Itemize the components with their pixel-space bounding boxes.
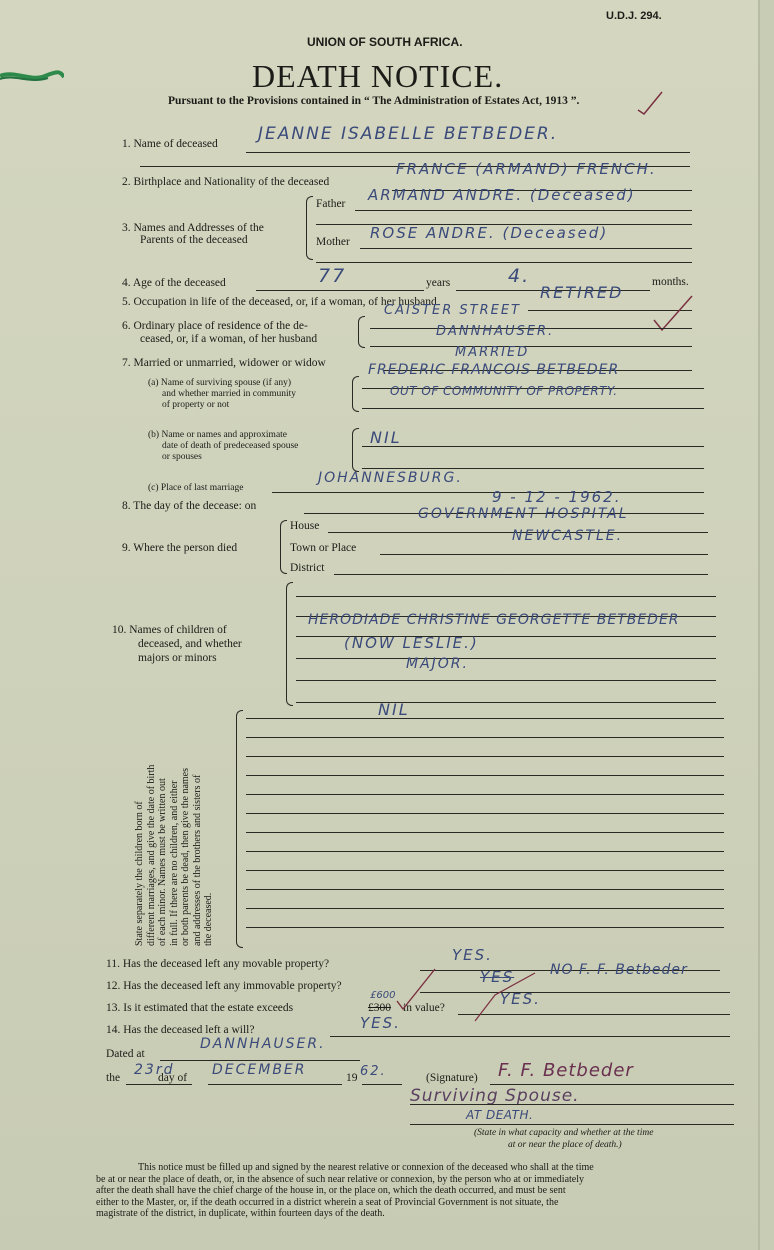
months-label: months. [652, 276, 689, 288]
side-line: of each minor. Names must be written out [157, 778, 168, 946]
ruled-line [246, 718, 724, 719]
side-line: or both parents be dead, then give the names [180, 768, 191, 946]
q8-label: 8. The day of the decease: on [122, 500, 257, 512]
spouse-name: FREDERIC FRANCOIS BETBEDER [368, 362, 620, 378]
ruled-line [246, 775, 724, 776]
country-heading: UNION OF SOUTH AFRICA. [307, 35, 463, 49]
father-name: ARMAND ANDRE. (Deceased) [368, 186, 636, 204]
capacity: Surviving Spouse. [410, 1086, 580, 1106]
q12-label: 12. Has the deceased left any immovable property? [106, 980, 342, 992]
side-line: State separately the children born of [134, 801, 145, 946]
q7b-label-3: or spouses [162, 452, 202, 462]
district-label: District [290, 562, 325, 574]
q9-label: 9. Where the person died [122, 542, 238, 554]
dated-place: DANNHAUSER. [200, 1036, 326, 1052]
capacity-instruction-1: (State in what capacity and whether at the time [474, 1128, 654, 1138]
side-instructions [134, 765, 215, 946]
q7a-label-2: and whether married in community [162, 389, 297, 399]
side-line: different marriages, and give the date of birth [145, 764, 157, 946]
footer-line: after the death shall have the chief charge of the house in, or the place on, which the death occurred, and must be sent [96, 1185, 566, 1196]
signature: F. F. Betbeder [498, 1060, 634, 1081]
q10-label-b: deceased, and whether [138, 638, 242, 650]
child-married-name: (NOW LESLIE.) [344, 634, 479, 652]
subtitle: Pursuant to the Provisions contained in “ The Administration of Estates Act, 1913 ”. [168, 95, 580, 107]
years-label: years [426, 277, 451, 289]
age-years: 77 [318, 265, 347, 287]
siblings: NIL [378, 700, 410, 719]
residence-town: DANNHAUSER. [436, 324, 555, 339]
year-prefix: 19 [346, 1072, 358, 1084]
q13-amended-amount: £600 [370, 990, 396, 1001]
immovable-property-answer: NO F. F. Betbeder [550, 962, 688, 978]
q10-label-c: majors or minors [138, 652, 217, 664]
footer-line: either to the Master, or, if the death occurred in a district wherein a seat of Provincial Government is not situate, the [96, 1196, 559, 1208]
town-label: Town or Place [290, 542, 357, 554]
movable-property-answer: YES. [452, 946, 493, 964]
footer-line: This notice must be filled up and signed by the nearest relative or connexion of the deceased who shall at the time [138, 1162, 594, 1173]
q14-label: 14. Has the deceased left a will? [106, 1024, 255, 1036]
footer-line: be at or near the place of death, or, in the absence of such near relative or connexion, by the person who at or immediately [96, 1173, 585, 1185]
side-line: in full. If there are no children, and either [168, 780, 180, 946]
estate-value-answer: YES. [500, 990, 541, 1008]
q7a-label-1: (a) Name of surviving spouse (if any) [148, 378, 291, 388]
occupation: RETIRED [540, 283, 624, 302]
day-of-label: day of [158, 1072, 188, 1084]
ruled-line [246, 851, 724, 852]
q7c-label: (c) Place of last marriage [148, 483, 244, 493]
child-status: MAJOR. [406, 656, 469, 672]
capacity-instruction-2: at or near the place of death.) [508, 1140, 622, 1150]
residence-street: CAISTER STREET [384, 303, 521, 318]
q7-label: 7. Married or unmarried, widower or widow [122, 357, 326, 369]
q2-label: 2. Birthplace and Nationality of the deceased [122, 176, 330, 188]
ruled-line [246, 908, 724, 909]
the-label: the [106, 1072, 121, 1084]
mother-label: Mother [316, 236, 350, 248]
side-line: the deceased. [203, 892, 214, 946]
father-label: Father [316, 198, 346, 210]
q6-label-a: 6. Ordinary place of residence of the de- [122, 320, 308, 332]
dated-year: 62. [360, 1064, 387, 1079]
predeceased-spouse: NIL [370, 428, 402, 447]
q13-amount: £300 [368, 1002, 391, 1014]
tick-mark-icon [395, 965, 545, 1025]
tick-mark-icon [636, 88, 666, 118]
q7b-label-1: (b) Name or names and approximate [148, 430, 288, 440]
footer-instructions [96, 1162, 746, 1220]
child-name: HERODIADE CHRISTINE GEORGETTE BETBEDER [308, 612, 680, 628]
will-answer: YES. [360, 1014, 401, 1032]
q7b-label-2: date of death of predeceased spouse [162, 441, 299, 451]
q1-label: 1. Name of deceased [122, 138, 218, 150]
death-house: GOVERNMENT HOSPITAL [418, 506, 629, 522]
q7a-label-3: of property or not [162, 400, 230, 410]
signature-label: (Signature) [426, 1072, 478, 1084]
q13-label-b: in value? [403, 1002, 445, 1014]
ruled-line [246, 794, 724, 795]
ruled-line [246, 889, 724, 890]
immovable-property-struck: YES [480, 968, 515, 986]
death-date: 9 - 12 - 1962. [492, 488, 622, 506]
q3-label-a: 3. Names and Addresses of the [122, 222, 264, 234]
ruled-line [246, 756, 724, 757]
ruled-line [246, 870, 724, 871]
ruled-line [246, 927, 724, 928]
footer-line: magistrate of the district, in duplicate, within fourteen days of the death. [96, 1208, 385, 1219]
form-code: U.D.J. 294. [606, 10, 662, 22]
age-months: 4. [508, 265, 531, 287]
q4-label: 4. Age of the deceased [122, 277, 226, 289]
mother-name: ROSE ANDRE. (Deceased) [370, 224, 609, 242]
deceased-name: JEANNE ISABELLE BETBEDER. [258, 124, 559, 144]
ruled-line [246, 737, 724, 738]
property-status: OUT OF COMMUNITY OF PROPERTY. [390, 384, 618, 398]
q5-label: 5. Occupation in life of the deceased, or, if a woman, of her husband [122, 296, 437, 308]
q11-label: 11. Has the deceased left any movable property? [106, 958, 330, 970]
tick-mark-icon [648, 290, 698, 340]
ruled-line [246, 813, 724, 814]
q3-label-b: Parents of the deceased [140, 234, 248, 246]
dated-at-label: Dated at [106, 1048, 145, 1060]
green-thread [0, 68, 64, 84]
marriage-place: JOHANNESBURG. [318, 470, 463, 486]
side-line: and addresses of the brothers and sisters of [191, 774, 203, 946]
ruled-line [246, 832, 724, 833]
marital-status: MARRIED [455, 345, 530, 360]
q10-label-a: 10. Names of children of [112, 624, 227, 636]
house-label: House [290, 520, 320, 532]
dated-month: DECEMBER [212, 1062, 307, 1078]
page-title: DEATH NOTICE. [252, 58, 504, 94]
q6-label-b: ceased, or, if a woman, of her husband [140, 333, 318, 345]
capacity-at-death: AT DEATH. [466, 1108, 534, 1122]
death-town: NEWCASTLE. [512, 528, 624, 544]
dated-day: 23rd [134, 1062, 175, 1078]
birthplace: FRANCE (ARMAND) FRENCH. [396, 160, 657, 178]
q13-label-a: 13. Is it estimated that the estate exceeds [106, 1002, 294, 1014]
